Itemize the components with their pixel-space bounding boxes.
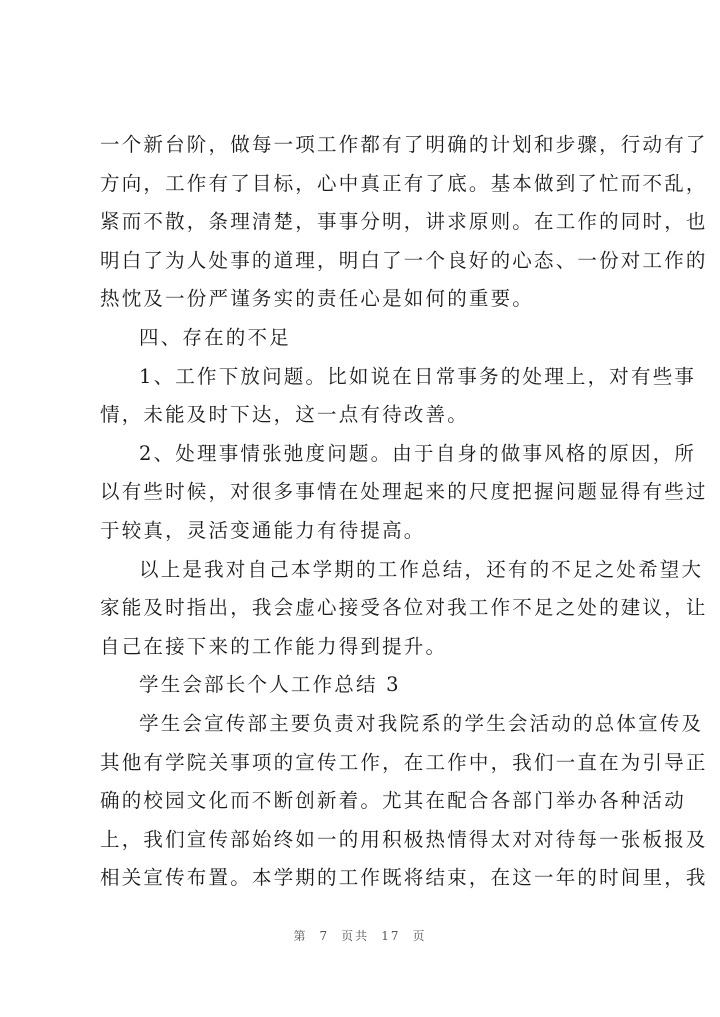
- text-line: 相关宣传布置。本学期的工作既将结束，在这一年的时间里，我: [100, 866, 708, 890]
- text-line: 于较真，灵活变通能力有待提高。: [100, 518, 426, 542]
- text-line: 2、处理事情张弛度问题。由于自身的做事风格的原因，所: [139, 441, 697, 465]
- text-line: 学生会宣传部主要负责对我院系的学生会活动的总体宣传及: [139, 711, 704, 735]
- text-line: 1、工作下放问题。比如说在日常事务的处理上，对有些事: [139, 364, 697, 388]
- text-line: 以上是我对自己本学期的工作总结，还有的不足之处希望大: [139, 557, 704, 581]
- document-body: [100, 126, 708, 898]
- text-line: 确的校园文化而不断创新着。尤其在配合各部门举办各种活动: [100, 789, 686, 813]
- footer-middle: 页共: [341, 929, 370, 943]
- page-footer: [0, 927, 720, 944]
- footer-prefix: 第: [293, 929, 308, 943]
- text-line: 以有些时候，对很多事情在处理起来的尺度把握问题显得有些过: [100, 480, 708, 504]
- total-pages-number: 17: [381, 929, 401, 943]
- text-line: 情，未能及时下达，这一点有待改善。: [100, 403, 469, 427]
- section-title: 学生会部长个人工作总结 3: [139, 673, 401, 697]
- current-page-number: 7: [319, 929, 330, 943]
- text-line: 上，我们宣传部始终如一的用积极热情得太对对待每一张板报及: [100, 827, 708, 851]
- text-line: 热忱及一份严谨务实的责任心是如何的重要。: [100, 287, 535, 311]
- section-heading: 四、存在的不足: [139, 325, 291, 349]
- text-line: 自己在接下来的工作能力得到提升。: [100, 634, 448, 658]
- text-line: 其他有学院关事项的宣传工作，在工作中，我们一直在为引导正: [100, 750, 708, 774]
- text-line: 方向，工作有了目标，心中真正有了底。基本做到了忙而不乱，: [100, 171, 708, 195]
- text-line: 一个新台阶，做每一项工作都有了明确的计划和步骤，行动有了: [100, 133, 708, 156]
- footer-suffix: 页: [412, 929, 427, 943]
- text-line: 明白了为人处事的道理，明白了一个良好的心态、一份对工作的: [100, 248, 708, 272]
- text-line: 家能及时指出，我会虚心接受各位对我工作不足之处的建议，让: [100, 596, 708, 620]
- text-line: 紧而不散，条理清楚，事事分明，讲求原则。在工作的同时，也: [100, 210, 708, 234]
